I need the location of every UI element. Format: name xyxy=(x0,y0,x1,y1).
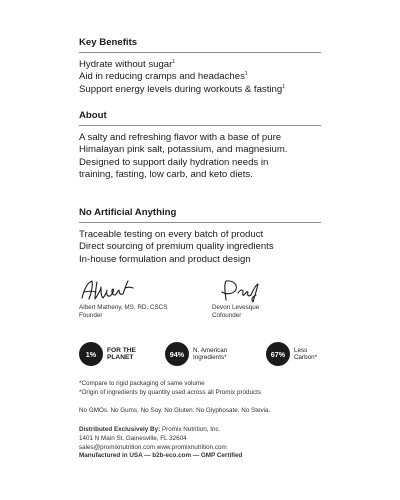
less-carbon-badge xyxy=(266,342,317,366)
one-percent-planet-icon: 1% xyxy=(79,342,103,366)
benefit-item: Aid in reducing cramps and headaches$^1$ xyxy=(79,71,248,83)
divider xyxy=(79,222,321,223)
north-american-ingredients-badge xyxy=(165,342,227,366)
badge-label: N. American Ingredients* xyxy=(193,346,228,361)
one-percent-badge xyxy=(79,342,136,366)
about-section xyxy=(79,110,321,181)
no-artificial-item: Direct sourcing of premium quality ingredients xyxy=(79,241,274,253)
distributor-info xyxy=(79,426,329,461)
about-line: Himalayan pink salt, potassium, and magnesium. xyxy=(79,144,288,156)
divider xyxy=(79,125,321,126)
no-artificial-title: No Artificial Anything xyxy=(79,207,177,218)
about-description xyxy=(79,132,321,181)
cofounder-name: Devon Levesque xyxy=(212,304,260,311)
divider xyxy=(79,52,321,53)
footnotes xyxy=(79,380,329,398)
founder-signature-block xyxy=(79,278,167,320)
devon-signature-icon xyxy=(212,278,272,304)
cofounder-signature-block xyxy=(212,278,272,320)
sustainability-badges xyxy=(79,342,329,370)
badge-label: Less Carbon* xyxy=(294,346,318,361)
no-artificial-item: Traceable testing on every batch of product xyxy=(79,229,264,240)
about-line: training, fasting, low carb, and keto diets. xyxy=(79,168,253,180)
about-line: A salty and refreshing flavor with a base of pure xyxy=(79,132,282,143)
no-artificial-list xyxy=(79,229,321,266)
distributor-address: 1401 N Main St, Gainesville, FL 32604 xyxy=(79,434,187,442)
footnote: *Origin of ingredients by quantity used across all Promix products xyxy=(79,388,261,396)
manufacturing-certification: Manufactured in USA — b2b-eco.com — GMP Certified xyxy=(79,452,243,460)
key-benefits-section xyxy=(79,37,321,96)
no-artificial-item: In-house formulation and product design xyxy=(79,253,251,265)
no-artificial-section xyxy=(79,207,321,266)
distributor-line: Distributed Exclusively By: Promix Nutrition, Inc. xyxy=(79,426,221,433)
benefit-item: Hydrate without sugar$^1$ xyxy=(79,59,176,70)
about-line: Designed to support daily hydration needs in xyxy=(79,156,269,168)
key-benefits-title: Key Benefits xyxy=(79,37,138,48)
founder-name: Albert Matheny, MS, RD, CSCS xyxy=(79,304,168,311)
footnote: *Compare to rigid packaging of same volume xyxy=(79,380,205,387)
benefit-item: Support energy levels during workouts & fasting$^1$ xyxy=(79,83,285,95)
percent-circle-icon: 94% xyxy=(165,342,189,366)
key-benefits-list xyxy=(79,59,321,96)
free-from-text: No GMOs. No Gums. No Soy. No Gluten. No Glyphosate. No Stevia. xyxy=(79,407,271,414)
distributor-contact: sales@promixnutrition.com www.promixnutrition.com xyxy=(79,443,227,451)
percent-circle-icon: 67% xyxy=(266,342,290,366)
about-title: About xyxy=(79,110,107,121)
albert-signature-icon xyxy=(79,278,159,304)
founder-role: Founder xyxy=(79,312,103,319)
founder-signatures xyxy=(79,278,329,328)
cofounder-role: Cofounder xyxy=(212,312,242,319)
free-from-statement xyxy=(79,407,329,416)
badge-label: FOR THE PLANET xyxy=(107,346,136,361)
